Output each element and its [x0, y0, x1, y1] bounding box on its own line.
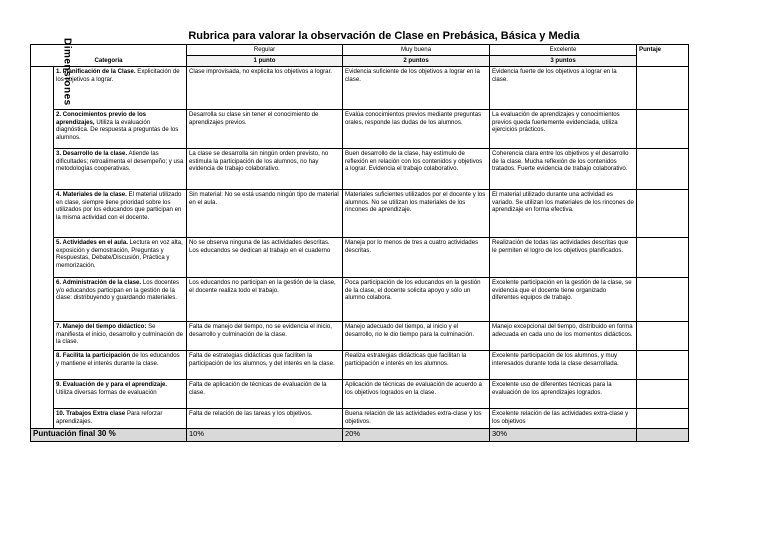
criterion-description: El material utilizado en clase, siempre tiene prioridad sobre los utilizados por los educandos que participan en la misma actividad con el docente.	[56, 191, 182, 222]
rubric-row	[31, 278, 689, 322]
final-score-label: Puntuación final 30 %	[31, 429, 187, 442]
rubric-row	[31, 409, 689, 429]
regular-cell: Falta de estrategias didácticas que faciliten la participación de los alumnos, y del interés en la clase.	[187, 351, 343, 380]
excelente-cell: Excelente participación en la gestión de la clase, se evidencia que el docente tiene organizado diferentes equipos de trabajo.	[490, 278, 637, 322]
criterion-title: 9. Evaluación de y para el aprendizaje.	[56, 381, 168, 388]
criterion-description: de los educandos y mantiene el interés durante la clase.	[56, 352, 180, 367]
criterion-description: Utiliza la evaluación diagnóstica. De respuesta a preguntas de los alumnos.	[56, 118, 179, 142]
excelente-cell: Manejo excepcional del tiempo, distribuido en forma adecuada en cada uno de los momentos didácticos.	[490, 322, 637, 351]
criterion-title: 10. Trabajos Extra clase	[56, 410, 126, 417]
puntaje-cell[interactable]	[637, 380, 689, 409]
excelente-cell: Coherencia clara entre los objetivos y el desarrollo de la clase. Mucha reflexión de los contenidos tratados. Fuerte evidencia de trabajo colaborativo.	[490, 149, 637, 190]
criterion-description: Utiliza diversas formas de evaluación	[56, 388, 157, 396]
criterion-description: Explicitación de los objetivos a lograr.	[56, 68, 180, 83]
criterion-description: Los docentes y/o educandos participan en la gestión de la clase: distribuyendo y guardando materiales.	[56, 279, 180, 302]
criterion-cell	[54, 67, 187, 110]
header-points-excelente: 3 puntos	[490, 56, 637, 67]
criterion-cell	[54, 322, 187, 351]
rubric-row	[31, 190, 689, 238]
puntaje-cell[interactable]	[637, 110, 689, 149]
excelente-cell: El material utilizado durante una actividad es variado. Se utilizan los materiales de los rincones de aprendizaje en forma efectiva.	[490, 190, 637, 238]
regular-cell: Los educandos no participan en la gestión de la clase, el docente realiza todo el trabajo.	[187, 278, 343, 322]
criterion-title: 4. Materiales de la clase.	[56, 191, 127, 198]
criterion-title: 5. Actividades en el aula.	[56, 239, 128, 246]
dimensiones-cell	[31, 37, 73, 429]
final-regular: 10%	[187, 429, 343, 442]
dimensiones-label: Dimensiones	[61, 37, 73, 106]
header-points-muy-buena: 2 puntos	[343, 56, 490, 67]
header-regular: Regular	[187, 45, 343, 56]
regular-cell: No se observa ninguna de las actividades descritas. Los educandos se dedican al trabajo en el cuaderno	[187, 238, 343, 278]
rubric-row	[31, 149, 689, 190]
criterion-cell	[54, 149, 187, 190]
criterion-title: 6. Administración de la clase.	[56, 279, 142, 286]
excelente-cell: La evaluación de aprendizajes y conocimientos previos queda fuertemente evidenciada, utiliza ejercicios prácticos.	[490, 110, 637, 149]
regular-cell: Falta de relación de las tareas y los objetivos.	[187, 409, 343, 429]
criterion-cell	[54, 238, 187, 278]
criterion-cell	[54, 110, 187, 149]
rubric-row	[31, 238, 689, 278]
rubric-table	[30, 37, 689, 442]
criterion-title: 7. Manejo del tiempo didáctico:	[56, 323, 147, 330]
muy-buena-cell: Materiales suficientes utilizados por el docente y los alumnos. No se utilizan los materiales de los rincones de aprendizaje.	[343, 190, 490, 238]
muy-buena-cell: Evalúa conocimientos previos mediante preguntas orales, responde las dudas de los alumnos.	[343, 110, 490, 149]
header-puntaje: Puntaje	[637, 45, 689, 67]
criterion-cell	[54, 278, 187, 322]
criterion-cell	[54, 351, 187, 380]
regular-cell: Desarrolla su clase sin tener el conocimiento de aprendizajes previos.	[187, 110, 343, 149]
regular-cell: La clase se desarrolla sin ningún orden previsto, no estimula la participación de los alumnos, no hay evidencia de trabajo colaborativo.	[187, 149, 343, 190]
puntaje-cell[interactable]	[637, 190, 689, 238]
muy-buena-cell: Evidencia suficiente de los objetivos a lograr en la clase.	[343, 67, 490, 110]
puntaje-cell[interactable]	[637, 149, 689, 190]
final-excelente: 30%	[490, 429, 637, 442]
criterion-title: 3. Desarrollo de la clase.	[56, 150, 128, 157]
header-excelente: Excelente	[490, 45, 637, 56]
criterion-title: 1. Planificación de la Clase.	[56, 68, 136, 75]
excelente-cell: Excelente uso de diferentes técnicas para la evaluación de los aprendizajes logrados.	[490, 380, 637, 409]
regular-cell: Clase improvisada, no explicita los objetivos a lograr.	[187, 67, 343, 110]
muy-buena-cell: Maneja por lo menos de tres a cuatro actividades descritas.	[343, 238, 490, 278]
criterion-cell	[54, 190, 187, 238]
criterion-description: Atiende las dificultades; retroalimenta el desempeño; y usa metodologías cooperativas.	[56, 150, 184, 173]
criterion-description: Para reforzar aprendizajes.	[56, 410, 163, 425]
puntaje-cell[interactable]	[637, 351, 689, 380]
rubric-row	[31, 67, 689, 110]
criterion-cell	[54, 409, 187, 429]
puntaje-cell[interactable]	[637, 67, 689, 110]
page-title: Rubrica para valorar la observación de Clase en Prebásica, Básica y Media	[188, 30, 580, 42]
criterion-title: 2. Conocimientos previo de los aprendizajes,	[56, 111, 147, 126]
regular-cell: Sin material: No se está usando ningún tipo de material en el aula.	[187, 190, 343, 238]
puntaje-cell[interactable]	[637, 278, 689, 322]
regular-cell: Falta de aplicación de técnicas de evaluación de la clase.	[187, 380, 343, 409]
rubric-row	[31, 380, 689, 409]
rubric-row	[31, 322, 689, 351]
criterion-title: 8. Facilita la participación	[56, 352, 131, 359]
muy-buena-cell: Manejo adecuado del tiempo, al inicio y el desarrollo, no le dio tiempo para la culminación.	[343, 322, 490, 351]
header-muy-buena: Muy buena	[343, 45, 490, 56]
regular-cell: Falta de manejo del tiempo, no se evidencia el inicio, desarrollo y culminación de la clase.	[187, 322, 343, 351]
excelente-cell: Evidencia fuerte de los objetivos a lograr en la clase.	[490, 67, 637, 110]
excelente-cell: Excelente participación de los alumnos, y muy interesados durante toda la clase desarrollada.	[490, 351, 637, 380]
excelente-cell: Realización de todas las actividades descritas que le permiten el logro de los objetivos planificados.	[490, 238, 637, 278]
puntaje-cell[interactable]	[637, 238, 689, 278]
criterion-cell	[54, 380, 187, 409]
excelente-cell: Excelente relación de las actividades extra-clase y los objetivos	[490, 409, 637, 429]
final-puntaje	[637, 429, 689, 442]
rubric-row	[31, 110, 689, 149]
muy-buena-cell: Poca participación de los educandos en la gestión de la clase, el docente solicita apoyo y sólo un alumno colabora.	[343, 278, 490, 322]
muy-buena-cell: Realiza estrategias didácticas que facilitan la participación e interés en los alumnos.	[343, 351, 490, 380]
rubric-row	[31, 351, 689, 380]
header-points-regular: 1 punto	[187, 56, 343, 67]
final-muy-buena: 20%	[343, 429, 490, 442]
muy-buena-cell: Aplicación de técnicas de evaluación de acuerdo a los objetivos logrados en la clase.	[343, 380, 490, 409]
criterion-description: Lectura en voz alta, exposición y demostración, Preguntas y Respuestas, Debate/Discusión, Práctica y memorización.	[56, 239, 183, 270]
header-categoria: Categoría	[31, 45, 187, 67]
criterion-description: Se manifiesta el inicio, desarrollo y culminación de la clase.	[56, 323, 184, 346]
puntaje-cell[interactable]	[637, 322, 689, 351]
muy-buena-cell: Buena relación de las actividades extra-clase y los objetivos.	[343, 409, 490, 429]
muy-buena-cell: Buen desarrollo de la clase, hay estímulo de reflexión en relación con los contenidos y objetivos a lograr. Evidencia el trabajo colaborativo.	[343, 149, 490, 190]
puntaje-cell[interactable]	[637, 409, 689, 429]
